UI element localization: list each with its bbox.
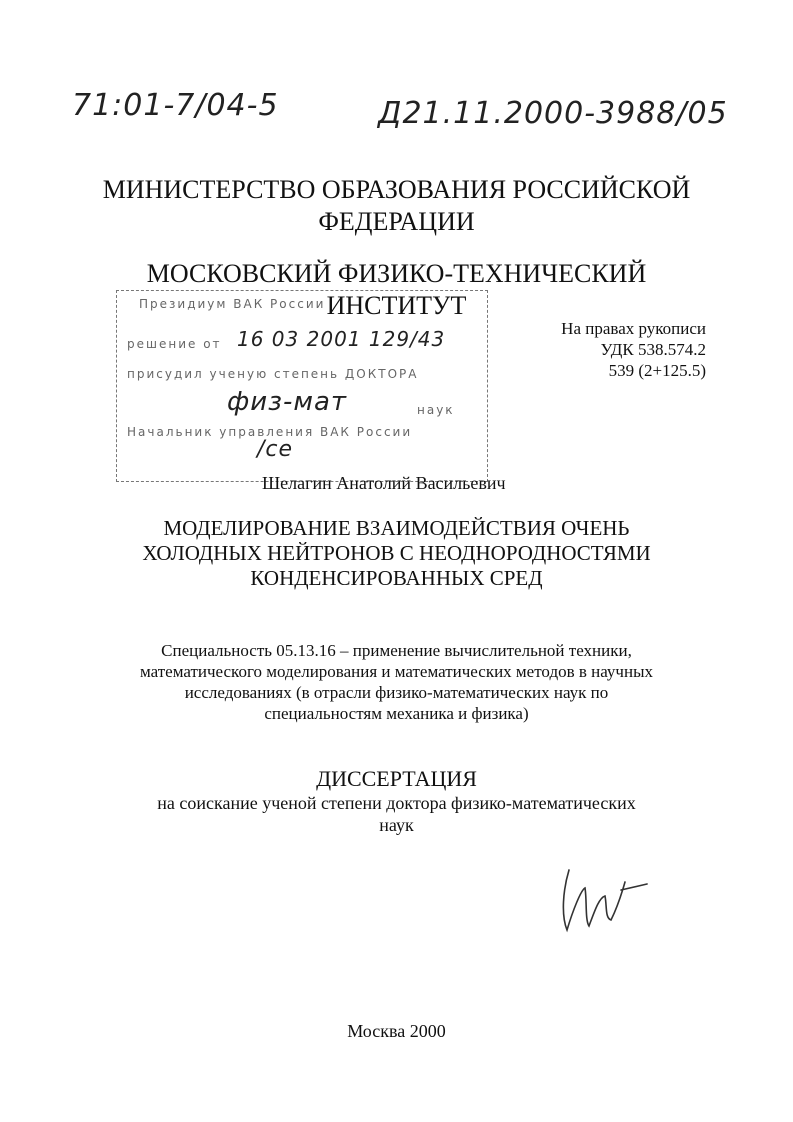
specialty-line-4: специальностям механика и физика) — [264, 704, 529, 723]
archive-code-handwritten: 71:01-7/04-5 — [72, 88, 279, 123]
author-name: Шелагин Анатолий Васильевич — [262, 473, 506, 493]
ministry-heading — [0, 174, 793, 238]
institute-line-1: МОСКОВСКИЙ ФИЗИКО-ТЕХНИЧЕСКИЙ — [146, 259, 647, 288]
manuscript-block — [510, 318, 706, 381]
thesis-title-line-1: МОДЕЛИРОВАНИЕ ВЗАИМОДЕЙСТВИЯ ОЧЕНЬ — [163, 516, 630, 540]
thesis-title-line-3: КОНДЕНСИРОВАННЫХ СРЕД — [250, 566, 543, 590]
dissertation-line-2: наук — [379, 815, 414, 835]
registration-number-handwritten: Д21.11.2000-3988/05 — [378, 96, 728, 131]
city-year: Москва 2000 — [347, 1021, 446, 1041]
specialty-block — [0, 640, 793, 724]
specialty-line-1: Специальность 05.13.16 – применение вычислительной техники, — [161, 641, 632, 660]
dissertation-line-1: на соискание ученой степени доктора физико-математических — [157, 793, 636, 813]
institute-line-2: ИНСТИТУТ — [326, 291, 467, 320]
udk-primary: УДК 538.574.2 — [600, 340, 706, 359]
stamp-line-4: наук — [417, 403, 455, 417]
stamp-line-3: присудил ученую степень ДОКТОРА — [127, 367, 419, 381]
author-signature — [555, 860, 665, 940]
dissertation-block — [0, 766, 793, 836]
stamp-initial-handwritten: /се — [257, 437, 294, 462]
thesis-title-line-2: ХОЛОДНЫХ НЕЙТРОНОВ С НЕОДНОРОДНОСТЯМИ — [142, 541, 651, 565]
vak-stamp — [116, 290, 488, 482]
udk-secondary: 539 (2+125.5) — [608, 361, 706, 380]
thesis-title — [0, 516, 793, 591]
dissertation-heading: ДИССЕРТАЦИЯ — [316, 766, 477, 791]
ministry-line-1: МИНИСТЕРСТВО ОБРАЗОВАНИЯ РОССИЙСКОЙ — [102, 175, 691, 204]
stamp-signature-handwritten: физ-мат — [227, 387, 348, 417]
stamp-line-2: решение от — [127, 337, 222, 351]
manuscript-rights: На правах рукописи — [561, 319, 706, 338]
ministry-line-2: ФЕДЕРАЦИИ — [318, 207, 475, 236]
stamp-line-1: Президиум ВАК России — [139, 297, 326, 311]
stamp-line-5: Начальник управления ВАК России — [127, 425, 413, 439]
specialty-line-3: исследованиях (в отрасли физико-математических наук по — [184, 683, 609, 702]
specialty-line-2: математического моделирования и математических методов в научных — [140, 662, 653, 681]
stamp-date-handwritten: 16 03 2001 129/43 — [237, 327, 446, 351]
